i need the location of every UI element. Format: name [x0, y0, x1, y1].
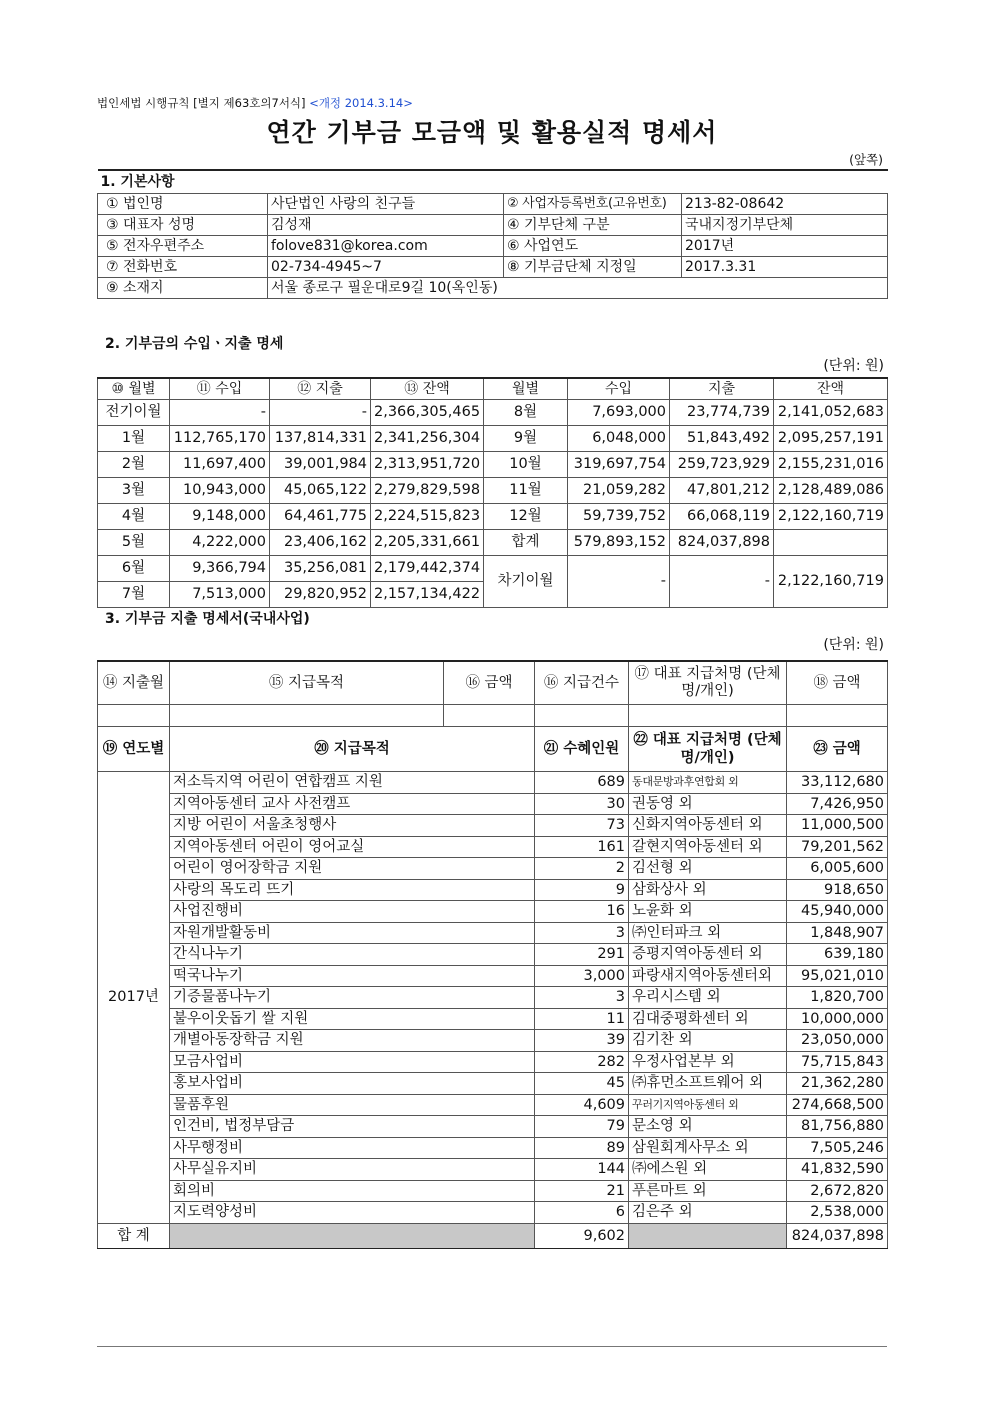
table-row [98, 452, 888, 478]
flows-header-row [98, 378, 888, 400]
flows-section-title: 2. 기부금의 수입ㆍ지출 명세 [105, 336, 284, 352]
purpose-cell: 불우이웃돕기 쌀 지원 [170, 1008, 535, 1030]
balance-cell: 2,205,331,661 [371, 530, 484, 556]
amount-cell: 23,050,000 [787, 1030, 888, 1052]
recipients-cell: 16 [535, 901, 629, 923]
payee-cell: 삼원회계사무소 외 [629, 1137, 787, 1159]
table-row [98, 987, 888, 1009]
purpose-cell: 사무행정비 [170, 1137, 535, 1159]
table-row [98, 1116, 888, 1138]
income-cell: 59,739,752 [568, 504, 670, 530]
recipients-cell: 73 [535, 815, 629, 837]
income-cell: 9,148,000 [170, 504, 270, 530]
total-label: 합 계 [98, 1223, 170, 1248]
expense-cell: 64,461,775 [270, 504, 371, 530]
income-cell: 6,048,000 [568, 426, 670, 452]
column-header: ⑩ 월별 [98, 378, 170, 400]
income-cell: 319,697,754 [568, 452, 670, 478]
payee-cell: 푸른마트 외 [629, 1180, 787, 1202]
column-header: ⑫ 지출 [270, 378, 371, 400]
recipients-cell: 89 [535, 1137, 629, 1159]
month-cell: 12월 [484, 504, 568, 530]
month-cell: 5월 [98, 530, 170, 556]
purpose-cell: 어린이 영어장학금 지원 [170, 858, 535, 880]
field-value: folove831@korea.com [268, 236, 504, 257]
balance-cell: 2,224,515,823 [371, 504, 484, 530]
page-side-note: (앞쪽) [849, 152, 883, 167]
expense-cell: 47,801,212 [670, 478, 774, 504]
recipients-cell: 11 [535, 1008, 629, 1030]
balance-cell: 2,313,951,720 [371, 452, 484, 478]
amount-cell: 10,000,000 [787, 1008, 888, 1030]
recipients-cell: 161 [535, 836, 629, 858]
basic-row [98, 278, 888, 299]
table-row [98, 556, 888, 582]
expense-cell: 259,723,929 [670, 452, 774, 478]
amount-cell: 11,000,500 [787, 815, 888, 837]
expense-unit: (단위: 원) [823, 637, 884, 653]
shaded-cell [629, 1223, 787, 1248]
payee-cell: 신화지역아동센터 외 [629, 815, 787, 837]
balance-cell: 2,157,134,422 [371, 582, 484, 608]
expense-cell: 45,065,122 [270, 478, 371, 504]
column-header: ⑯ 금액 [444, 661, 535, 705]
total-label-cell: 합계 [484, 530, 568, 556]
field-label: ⑦ 전화번호 [98, 257, 268, 278]
table-row [98, 504, 888, 530]
amount-cell: 2,538,000 [787, 1202, 888, 1224]
table-row [98, 478, 888, 504]
table-row [98, 772, 888, 794]
expense-cell: - [270, 400, 371, 426]
payee-cell: 김은주 외 [629, 1202, 787, 1224]
amount-cell: 274,668,500 [787, 1094, 888, 1116]
column-header: 지출 [670, 378, 774, 400]
payee-cell: 파랑새지역아동센터외 [629, 965, 787, 987]
income-cell: 7,693,000 [568, 400, 670, 426]
expense-cell: 51,843,492 [670, 426, 774, 452]
income-cell: 21,059,282 [568, 478, 670, 504]
column-header: 잔액 [774, 378, 888, 400]
blank-cell [629, 705, 787, 727]
purpose-cell: 사랑의 목도리 뜨기 [170, 879, 535, 901]
purpose-cell: 떡국나누기 [170, 965, 535, 987]
month-cell: 7월 [98, 582, 170, 608]
recipients-cell: 4,609 [535, 1094, 629, 1116]
column-header: ㉒ 대표 지급처명 (단체명/개인) [629, 727, 787, 772]
payee-cell: 권동영 외 [629, 793, 787, 815]
table-row [98, 1137, 888, 1159]
field-label: ① 법인명 [98, 194, 268, 215]
income-cell: 4,222,000 [170, 530, 270, 556]
income-cell: 7,513,000 [170, 582, 270, 608]
expense-total-cell: 824,037,898 [670, 530, 774, 556]
carry-income-cell: - [568, 556, 670, 608]
basic-info-table [97, 169, 888, 299]
recipients-cell: 3,000 [535, 965, 629, 987]
field-value: 사단법인 사랑의 친구들 [268, 194, 504, 215]
recipients-cell: 6 [535, 1202, 629, 1224]
income-cell: 11,697,400 [170, 452, 270, 478]
carry-forward-label: 차기이월 [484, 556, 568, 608]
amount-cell: 639,180 [787, 944, 888, 966]
revision-note: <개정 2014.3.14> [309, 96, 413, 110]
income-cell: - [170, 400, 270, 426]
month-cell: 11월 [484, 478, 568, 504]
blank-cell [170, 705, 444, 727]
payee-cell: 꾸러기지역아동센터 외 [629, 1094, 787, 1116]
purpose-cell: 인건비, 법정부담금 [170, 1116, 535, 1138]
amount-cell: 6,005,600 [787, 858, 888, 880]
amount-cell: 95,021,010 [787, 965, 888, 987]
amount-cell: 41,832,590 [787, 1159, 888, 1181]
table-row [98, 901, 888, 923]
recipients-cell: 2 [535, 858, 629, 880]
flows-unit: (단위: 원) [823, 358, 884, 374]
table-row [98, 1051, 888, 1073]
expense-cell: 39,001,984 [270, 452, 371, 478]
amount-cell: 2,672,820 [787, 1180, 888, 1202]
balance-cell: 2,179,442,374 [371, 556, 484, 582]
expense-cell: 35,256,081 [270, 556, 371, 582]
flows-table [97, 377, 888, 608]
purpose-cell: 회의비 [170, 1180, 535, 1202]
column-header: ⑳ 지급목적 [170, 727, 535, 772]
field-value: 213-82-08642 [682, 194, 888, 215]
table-row [98, 1094, 888, 1116]
amount-cell: 1,820,700 [787, 987, 888, 1009]
month-cell: 6월 [98, 556, 170, 582]
table-row [98, 1180, 888, 1202]
month-cell: 10월 [484, 452, 568, 478]
table-row [98, 858, 888, 880]
payee-cell: 김선형 외 [629, 858, 787, 880]
payee-cell: 동대문방과후연합회 외 [629, 772, 787, 794]
month-cell: 8월 [484, 400, 568, 426]
purpose-cell: 사무실유지비 [170, 1159, 535, 1181]
month-cell: 1월 [98, 426, 170, 452]
payee-cell: 문소영 외 [629, 1116, 787, 1138]
payee-cell: 김기찬 외 [629, 1030, 787, 1052]
blank-row [98, 705, 888, 727]
purpose-cell: 사업진행비 [170, 901, 535, 923]
field-value: 2017.3.31 [682, 257, 888, 278]
purpose-cell: 개별아동장학금 지원 [170, 1030, 535, 1052]
balance-cell: 2,366,305,465 [371, 400, 484, 426]
recipients-cell: 291 [535, 944, 629, 966]
year-cell: 2017년 [98, 772, 170, 1224]
table-row [98, 400, 888, 426]
income-cell: 112,765,170 [170, 426, 270, 452]
month-cell: 4월 [98, 504, 170, 530]
balance-cell: 2,095,257,191 [774, 426, 888, 452]
recipients-cell: 3 [535, 922, 629, 944]
balance-cell: 2,155,231,016 [774, 452, 888, 478]
month-cell: 전기이월 [98, 400, 170, 426]
purpose-cell: 지역아동센터 교사 사전캠프 [170, 793, 535, 815]
payee-cell: 우리시스템 외 [629, 987, 787, 1009]
column-header: ⑰ 대표 지급처명 (단체명/개인) [629, 661, 787, 705]
purpose-cell: 물품후원 [170, 1094, 535, 1116]
payee-cell: 우정사업본부 외 [629, 1051, 787, 1073]
income-cell: 10,943,000 [170, 478, 270, 504]
table-row [98, 879, 888, 901]
expense-header-row-1 [98, 661, 888, 705]
column-header: ⑮ 지급목적 [170, 661, 444, 705]
payee-cell: 노윤화 외 [629, 901, 787, 923]
payee-cell: ㈜에스원 외 [629, 1159, 787, 1181]
purpose-cell: 자원개발활동비 [170, 922, 535, 944]
field-label: ⑤ 전자우편주소 [98, 236, 268, 257]
expense-cell: 23,406,162 [270, 530, 371, 556]
field-value: 국내지정기부단체 [682, 215, 888, 236]
balance-cell: 2,128,489,086 [774, 478, 888, 504]
balance-cell: 2,341,256,304 [371, 426, 484, 452]
recipients-cell: 45 [535, 1073, 629, 1095]
payee-cell: 갈현지역아동센터 외 [629, 836, 787, 858]
recipients-cell: 21 [535, 1180, 629, 1202]
expense-cell: 23,774,739 [670, 400, 774, 426]
field-label: ③ 대표자 성명 [98, 215, 268, 236]
income-cell: 9,366,794 [170, 556, 270, 582]
column-header: ⑭ 지출월 [98, 661, 170, 705]
bottom-rule [97, 1346, 887, 1347]
month-cell: 9월 [484, 426, 568, 452]
table-row [98, 1159, 888, 1181]
income-total-cell: 579,893,152 [568, 530, 670, 556]
amount-cell: 33,112,680 [787, 772, 888, 794]
column-header: ⑬ 잔액 [371, 378, 484, 400]
payee-cell: 증평지역아동센터 외 [629, 944, 787, 966]
amount-cell: 918,650 [787, 879, 888, 901]
table-row [98, 1008, 888, 1030]
field-label: ⑧ 기부금단체 지정일 [504, 257, 682, 278]
address-value: 서울 종로구 필운대로9길 10(옥인동) [268, 278, 888, 299]
balance-cell: 2,141,052,683 [774, 400, 888, 426]
total-row [98, 1223, 888, 1248]
payee-cell: ㈜인터파크 외 [629, 922, 787, 944]
blank-cell [444, 705, 535, 727]
expense-cell: 29,820,952 [270, 582, 371, 608]
balance-cell [774, 530, 888, 556]
table-row [98, 815, 888, 837]
purpose-cell: 지도력양성비 [170, 1202, 535, 1224]
amount-cell: 79,201,562 [787, 836, 888, 858]
purpose-cell: 지역아동센터 어린이 영어교실 [170, 836, 535, 858]
payee-cell: 김대중평화센터 외 [629, 1008, 787, 1030]
basic-row [98, 194, 888, 215]
purpose-cell: 저소득지역 어린이 연합캠프 지원 [170, 772, 535, 794]
field-label: ④ 기부단체 구분 [504, 215, 682, 236]
recipients-cell: 30 [535, 793, 629, 815]
law-reference-text: 법인세법 시행규칙 [별지 제63호의7서식] [97, 96, 306, 110]
carry-balance-cell: 2,122,160,719 [774, 556, 888, 608]
basic-row [98, 215, 888, 236]
recipients-cell: 79 [535, 1116, 629, 1138]
form-page [97, 95, 887, 1249]
table-row [98, 965, 888, 987]
table-row [98, 836, 888, 858]
column-header: ⑲ 연도별 [98, 727, 170, 772]
carry-expense-cell: - [670, 556, 774, 608]
expense-cell: 137,814,331 [270, 426, 371, 452]
purpose-cell: 지방 어린이 서울초청행사 [170, 815, 535, 837]
blank-cell [787, 705, 888, 727]
payee-cell: ㈜휴먼소프트웨어 외 [629, 1073, 787, 1095]
table-row [98, 944, 888, 966]
column-header: ㉑ 수혜인원 [535, 727, 629, 772]
amount-cell: 1,848,907 [787, 922, 888, 944]
recipients-cell: 3 [535, 987, 629, 1009]
purpose-cell: 홍보사업비 [170, 1073, 535, 1095]
expense-body [98, 772, 888, 1224]
recipients-cell: 39 [535, 1030, 629, 1052]
purpose-cell: 기증물품나누기 [170, 987, 535, 1009]
amount-cell: 7,426,950 [787, 793, 888, 815]
field-label: ② 사업자등록번호(고유번호) [504, 194, 682, 215]
column-header: ㉓ 금액 [787, 727, 888, 772]
shaded-cell [170, 1223, 535, 1248]
expense-header-row-2 [98, 727, 888, 772]
field-label: ⑨ 소재지 [98, 278, 268, 299]
form-title: 연간 기부금 모금액 및 활용실적 명세서 [266, 118, 718, 147]
amount-cell: 7,505,246 [787, 1137, 888, 1159]
recipients-cell: 689 [535, 772, 629, 794]
amount-cell: 81,756,880 [787, 1116, 888, 1138]
balance-cell: 2,122,160,719 [774, 504, 888, 530]
column-header: 수입 [568, 378, 670, 400]
recipients-cell: 282 [535, 1051, 629, 1073]
basic-section-title: 1. 기본사항 [98, 170, 888, 194]
payee-cell: 삼화상사 외 [629, 879, 787, 901]
field-value: 2017년 [682, 236, 888, 257]
expense-section-title: 3. 기부금 지출 명세서(국내사업) [105, 611, 310, 627]
balance-cell: 2,279,829,598 [371, 478, 484, 504]
expense-cell: 66,068,119 [670, 504, 774, 530]
table-row [98, 530, 888, 556]
table-row [98, 1073, 888, 1095]
total-count: 9,602 [535, 1223, 629, 1248]
basic-row [98, 257, 888, 278]
month-cell: 3월 [98, 478, 170, 504]
amount-cell: 45,940,000 [787, 901, 888, 923]
column-header: 월별 [484, 378, 568, 400]
table-row [98, 922, 888, 944]
blank-cell [535, 705, 629, 727]
column-header: ⑱ 금액 [787, 661, 888, 705]
recipients-cell: 144 [535, 1159, 629, 1181]
purpose-cell: 간식나누기 [170, 944, 535, 966]
table-row [98, 1202, 888, 1224]
field-value: 김성재 [268, 215, 504, 236]
field-label: ⑥ 사업연도 [504, 236, 682, 257]
month-cell: 2월 [98, 452, 170, 478]
purpose-cell: 모금사업비 [170, 1051, 535, 1073]
expense-table [97, 660, 888, 1249]
table-row [98, 1030, 888, 1052]
total-amount: 824,037,898 [787, 1223, 888, 1248]
recipients-cell: 9 [535, 879, 629, 901]
field-value: 02-734-4945~7 [268, 257, 504, 278]
table-row [98, 793, 888, 815]
basic-row [98, 236, 888, 257]
column-header: ⑯ 지급건수 [535, 661, 629, 705]
amount-cell: 75,715,843 [787, 1051, 888, 1073]
blank-cell [98, 705, 170, 727]
table-row [98, 426, 888, 452]
amount-cell: 21,362,280 [787, 1073, 888, 1095]
column-header: ⑪ 수입 [170, 378, 270, 400]
law-reference [97, 95, 887, 111]
